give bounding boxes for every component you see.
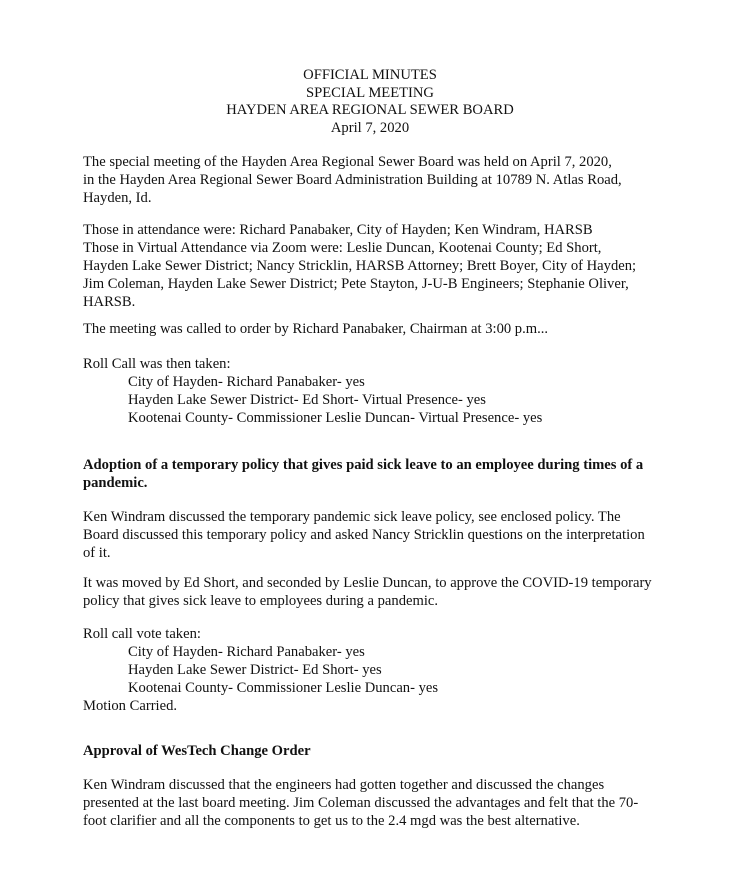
document-header bbox=[0, 67, 740, 137]
text-line: Those in Virtual Attendance via Zoom were: Leslie Duncan, Kootenai County; Ed Short, bbox=[83, 240, 602, 256]
roll-call-item: Kootenai County- Commissioner Leslie Duncan- Virtual Presence- yes bbox=[128, 410, 543, 426]
call-to-order-paragraph bbox=[83, 320, 663, 338]
roll-call-vote-section bbox=[83, 625, 663, 715]
attendance-paragraph bbox=[83, 221, 663, 311]
text-line: Hayden Lake Sewer District; Nancy Stricklin, HARSB Attorney; Brett Boyer, City of Hayden; bbox=[83, 258, 637, 274]
sick-leave-motion-paragraph bbox=[83, 574, 663, 610]
text-line: It was moved by Ed Short, and seconded by Leslie Duncan, to approve the COVID-19 temporary bbox=[83, 575, 652, 591]
heading-line: Adoption of a temporary policy that gives paid sick leave to an employee during times of a bbox=[83, 457, 644, 473]
text-line: Hayden, Id. bbox=[83, 190, 152, 206]
vote-item: Kootenai County- Commissioner Leslie Duncan- yes bbox=[128, 680, 439, 696]
call-to-order-text: The meeting was called to order by Richard Panabaker, Chairman at 3:00 p.m... bbox=[83, 321, 549, 337]
text-line: The special meeting of the Hayden Area Regional Sewer Board was held on April 7, 2020, bbox=[83, 154, 612, 170]
heading-line: Approval of WesTech Change Order bbox=[83, 743, 311, 759]
text-line: foot clarifier and all the components to get us to the 2.4 mgd was the best alternative. bbox=[83, 813, 580, 829]
header-subtitle: SPECIAL MEETING bbox=[306, 84, 434, 101]
roll-call-section bbox=[83, 355, 663, 427]
westech-discussion-paragraph bbox=[83, 776, 663, 830]
roll-call-item: Hayden Lake Sewer District- Ed Short- Virtual Presence- yes bbox=[128, 392, 486, 408]
text-line: in the Hayden Area Regional Sewer Board Administration Building at 10789 N. Atlas Road, bbox=[83, 172, 622, 188]
vote-item: City of Hayden- Richard Panabaker- yes bbox=[128, 644, 365, 660]
text-line: Ken Windram discussed that the engineers had gotten together and discussed the changes bbox=[83, 777, 605, 793]
motion-result: Motion Carried. bbox=[83, 698, 178, 714]
roll-call-item: City of Hayden- Richard Panabaker- yes bbox=[128, 374, 365, 390]
heading-line: pandemic. bbox=[83, 475, 148, 491]
sick-leave-discussion-paragraph bbox=[83, 508, 663, 562]
section-heading-sick-leave bbox=[83, 456, 663, 492]
text-line: Those in attendance were: Richard Panabaker, City of Hayden; Ken Windram, HARSB bbox=[83, 222, 593, 238]
text-line: of it. bbox=[83, 545, 111, 561]
text-line: presented at the last board meeting. Jim Coleman discussed the advantages and felt that the 70- bbox=[83, 795, 639, 811]
header-title: OFFICIAL MINUTES bbox=[303, 67, 437, 83]
header-organization: HAYDEN AREA REGIONAL SEWER BOARD bbox=[226, 102, 514, 118]
text-line: Board discussed this temporary policy and asked Nancy Stricklin questions on the interpretation bbox=[83, 527, 645, 543]
roll-call-title: Roll Call was then taken: bbox=[83, 356, 231, 372]
text-line: HARSB. bbox=[83, 294, 136, 310]
text-line: policy that gives sick leave to employees during a pandemic. bbox=[83, 593, 439, 609]
intro-paragraph bbox=[83, 153, 663, 207]
vote-item: Hayden Lake Sewer District- Ed Short- yes bbox=[128, 662, 382, 678]
vote-title: Roll call vote taken: bbox=[83, 626, 201, 642]
section-heading-westech bbox=[83, 742, 663, 760]
header-date: April 7, 2020 bbox=[330, 119, 410, 136]
text-line: Ken Windram discussed the temporary pandemic sick leave policy, see enclosed policy. The bbox=[83, 509, 621, 525]
text-line: Jim Coleman, Hayden Lake Sewer District; Pete Stayton, J-U-B Engineers; Stephanie Oliver, bbox=[83, 276, 629, 292]
